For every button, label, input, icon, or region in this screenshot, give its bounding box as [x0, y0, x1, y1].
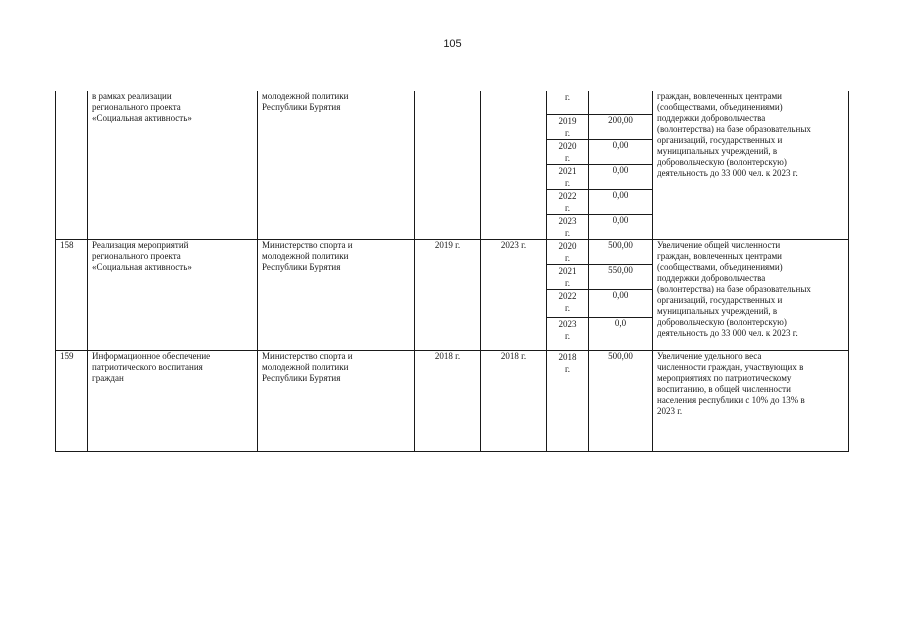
table-row — [56, 239, 849, 264]
expected-result: Увеличение удельного веса численности граждан, участвующих в мероприятиях по патриотическому воспитанию, в общей численности населения республики с 10% до 13% в 2023 г. — [653, 350, 849, 451]
funding-amount: 0,00 — [589, 189, 653, 214]
funding-amount: 500,00 — [589, 239, 653, 264]
funding-year: 2020 г. — [547, 239, 589, 264]
funding-year: 2021 г. — [547, 264, 589, 289]
start-year — [415, 91, 481, 239]
end-year: 2018 г. — [481, 350, 547, 451]
funding-amount: 0,0 — [589, 317, 653, 350]
start-year: 2019 г. — [415, 239, 481, 350]
funding-amount: 200,00 — [589, 114, 653, 139]
activity-name: Реализация мероприятий регионального проекта «Социальная активность» — [88, 239, 258, 350]
funding-year: 2022 г. — [547, 289, 589, 317]
funding-amount: 0,00 — [589, 139, 653, 164]
funding-year: 2018 г. — [547, 350, 589, 451]
executor: Министерство спорта и молодежной политики Республики Бурятия — [258, 350, 415, 451]
funding-year: 2022 г. — [547, 189, 589, 214]
funding-year: г. — [547, 91, 589, 114]
row-number — [56, 91, 88, 239]
funding-year: 2019 г. — [547, 114, 589, 139]
funding-amount: 0,00 — [589, 164, 653, 189]
start-year: 2018 г. — [415, 350, 481, 451]
activity-name: Информационное обеспечение патриотического воспитания граждан — [88, 350, 258, 451]
page-number: 105 — [443, 38, 462, 50]
table-row — [56, 350, 849, 451]
row-number: 159 — [56, 350, 88, 451]
funding-amount — [589, 91, 653, 114]
funding-amount: 550,00 — [589, 264, 653, 289]
table-row — [56, 91, 849, 114]
end-year: 2023 г. — [481, 239, 547, 350]
expected-result: Увеличение общей численности граждан, вовлеченных центрами (сообществами, объединениями) поддержки добровольчества (волонтерства) на базе образовательных организаций, государственных и муниципальных учреждений, в добровольческую (волонтерскую) деятельность до 33 000 чел. к 2023 г. — [653, 239, 849, 350]
row-number: 158 — [56, 239, 88, 350]
end-year — [481, 91, 547, 239]
funding-year: 2021 г. — [547, 164, 589, 189]
funding-year: 2023 г. — [547, 317, 589, 350]
funding-amount: 0,00 — [589, 289, 653, 317]
funding-amount: 0,00 — [589, 214, 653, 239]
funding-amount: 500,00 — [589, 350, 653, 451]
expected-result: граждан, вовлеченных центрами (сообществами, объединениями) поддержки добровольчества (волонтерства) на базе образовательных организаций, государственных и муниципальных учреждений, в добровольческую (волонтерскую) деятельность до 33 000 чел. к 2023 г. — [653, 91, 849, 239]
activity-name: в рамках реализации регионального проекта «Социальная активность» — [88, 91, 258, 239]
executor: Министерство спорта и молодежной политики Республики Бурятия — [258, 239, 415, 350]
program-table — [55, 91, 849, 452]
executor: молодежной политики Республики Бурятия — [258, 91, 415, 239]
funding-year: 2020 г. — [547, 139, 589, 164]
funding-year: 2023 г. — [547, 214, 589, 239]
